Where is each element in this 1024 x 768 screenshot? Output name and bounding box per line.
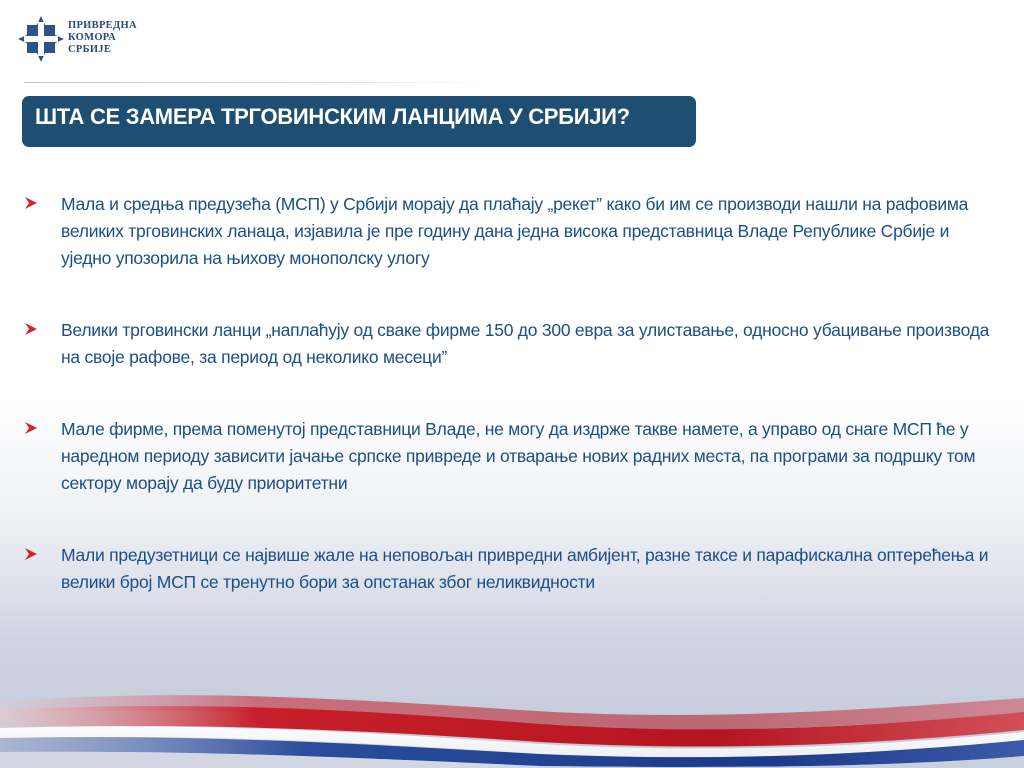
tricolor-wave-decoration: [0, 640, 1024, 768]
arrow-bullet-icon: [24, 322, 38, 336]
logo-text: [68, 20, 137, 56]
bullet-text: Мале фирме, према поменутој представници Владе, не могу да издрже такве намете, а управо од снаге МСП ће у наредном периоду зависити јачање српске привреде и отварање нових радних места, па програми за подршку том сектору морају да буду приоритетни: [61, 419, 976, 493]
header-divider: [24, 82, 484, 83]
bullet-item: [24, 191, 999, 272]
arrow-bullet-icon: [24, 421, 38, 435]
logo: [16, 14, 166, 66]
bullet-text: Велики трговински ланци „наплаћују од сваке фирме 150 до 300 евра за улиставање, односно убацивање производа на своје рафове, за период од неколико месеци”: [61, 320, 990, 367]
slide-title: [22, 96, 696, 147]
arrow-bullet-icon: [24, 196, 38, 210]
chamber-logo-icon: [16, 14, 66, 64]
bullet-item: [24, 416, 999, 497]
bullet-item: [24, 317, 999, 371]
logo-line-2: КОМОРА: [68, 32, 117, 43]
logo-line-1: ПРИВРЕДНА: [68, 20, 137, 31]
slide-title-text: ШТА СЕ ЗАМЕРА ТРГОВИНСКИМ ЛАНЦИМА У СРБИЈИ?: [35, 104, 630, 129]
logo-line-3: СРБИЈЕ: [68, 44, 112, 55]
bullet-text: Мала и средња предузећа (МСП) у Србији морају да плаћају „рекет” како би им се производи нашли на рафовима великих трговинских ланаца, изјавила је пре годину дана једна висока представница Владе Републике Србије и уједно упозорила на њихову монополску улогу: [61, 194, 969, 268]
bullet-text: Мали предузетници се највише жале на неповољан привредни амбијент, разне таксе и парафискална оптерећења и велики број МСП се тренутно бори за опстанак због неликвидности: [61, 545, 989, 592]
arrow-bullet-icon: [24, 547, 38, 561]
bullet-item: [24, 542, 999, 596]
bullet-list: [24, 191, 999, 596]
